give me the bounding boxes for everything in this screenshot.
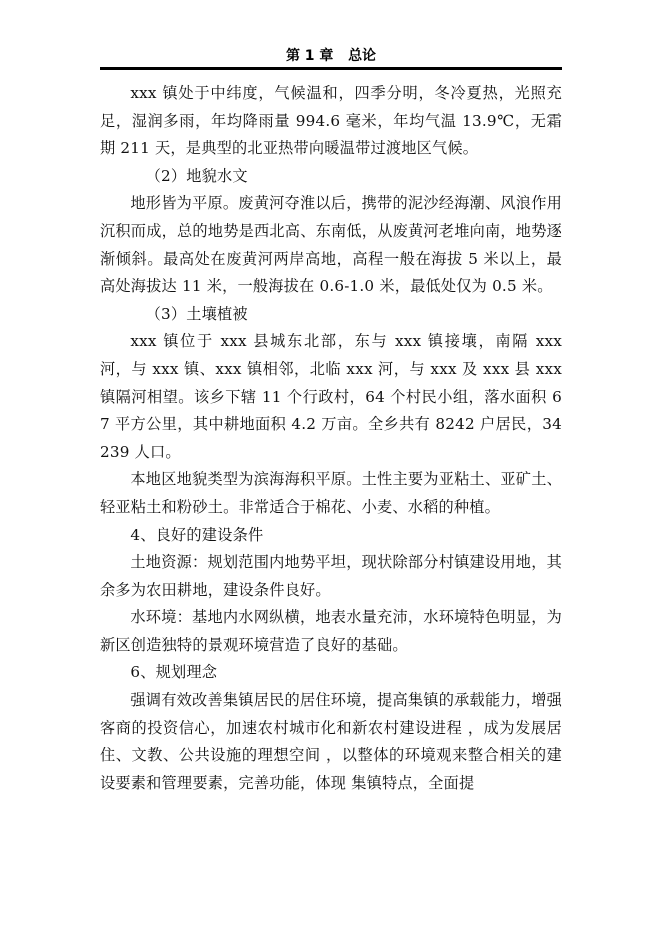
section-heading-concept: 6、规划理念: [130, 663, 218, 682]
section-heading-soil: （3）土壤植被: [145, 304, 248, 323]
water-environment-paragraph: 水环境：基地内水网纵横，地表水量充沛，水环境特色明显，为新区创造独特的景观环境营造了良好的基础。: [100, 608, 562, 654]
chapter-title: 总论: [348, 48, 377, 64]
document-body: [100, 80, 562, 797]
concept-paragraph: 强调有效改善集镇居民的居住环境，提高集镇的承载能力，增强客商的投资信心，加速农村城市化和新农村建设进程 ，成为发展居住、文教、公共设施的理想空间 ，以整体的环境观来整合相关的建设要素和管理要素，完善功能，体现 集镇特点，全面提: [100, 691, 562, 792]
land-resource-paragraph: 土地资源：规划范围内地势平坦，现状除部分村镇建设用地，其余多为农田耕地，建设条件良好。: [100, 553, 562, 599]
landform-paragraph: 地形皆为平原。废黄河夺淮以后，携带的泥沙经海潮、风浪作用沉积而成，总的地势是西北高、东南低，从废黄河老堆向南，地势逐渐倾斜。最高处在废黄河两岸高地，高程一般在海拔 5 米以上，最高处海拔达 11 米，一般海拔在 0.6-1.0 米，最低处仅为 0.5 米。: [100, 194, 562, 296]
soil-paragraph: 本地区地貌类型为滨海海积平原。土性主要为亚粘土、亚矿土、轻亚粘土和粉砂土。非常适合于棉花、小麦、水稻的种植。: [100, 470, 562, 516]
location-paragraph: xxx 镇位于 xxx 县城东北部，东与 xxx 镇接壤，南隔 xxx 河，与 xxx 镇、xxx 镇相邻，北临 xxx 河，与 xxx 及 xxx 县 xxx 镇隔河相望。该乡下辖 11 个行政村，64 个村民小组，落水面积 67 平方公里，其中耕地面积 4.2 万亩。全乡共有 8242 户居民，34239 人口。: [100, 332, 562, 461]
climate-paragraph: xxx 镇处于中纬度，气候温和，四季分明，冬冷夏热，光照充足，湿润多雨，年均降雨量 994.6 毫米，年均气温 13.9℃，无霜期 211 天，是典型的北亚热带向暖温带过渡地区气候。: [100, 84, 562, 158]
header-rule: [100, 67, 562, 70]
section-heading-landform: （2）地貌水文: [145, 166, 248, 185]
chapter-number: 第 1 章: [285, 48, 334, 64]
section-heading-conditions: 4、良好的建设条件: [130, 525, 264, 544]
page-header: [100, 44, 562, 68]
